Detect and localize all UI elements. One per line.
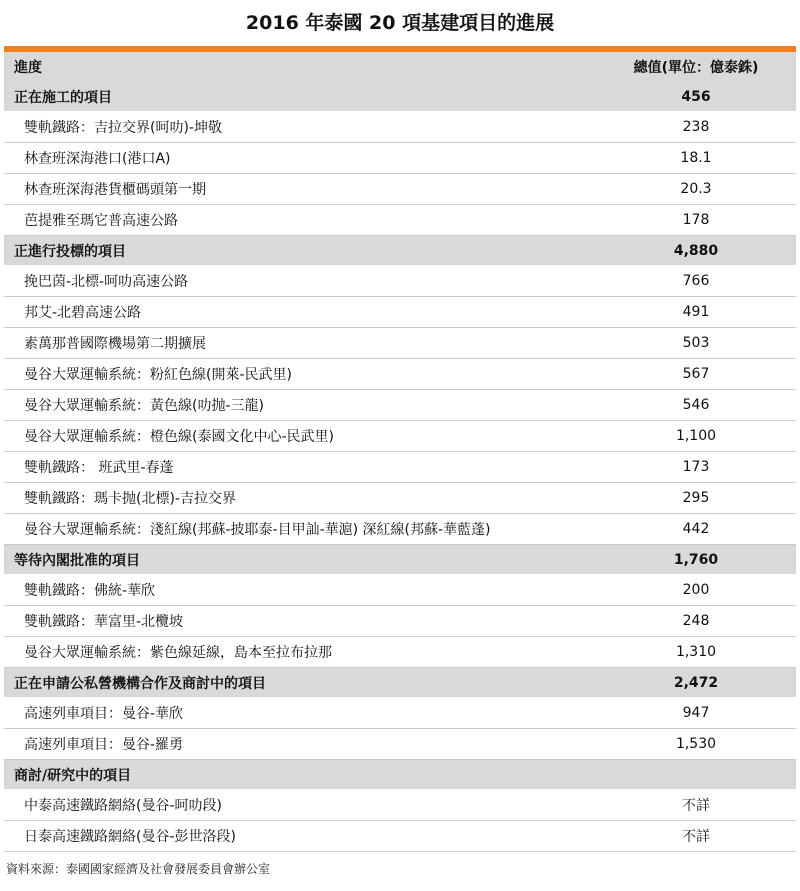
project-value: 503 (596, 328, 796, 359)
infrastructure-table (4, 52, 796, 852)
project-value: 766 (596, 266, 796, 297)
project-name: 邦艾-北碧高速公路 (4, 297, 596, 328)
project-value: 200 (596, 575, 796, 606)
category-row (4, 236, 796, 266)
table-row (4, 483, 796, 514)
table-row (4, 205, 796, 236)
table-row (4, 729, 796, 760)
table-row (4, 174, 796, 205)
table-row (4, 575, 796, 606)
project-name: 曼谷大眾運輸系統：黃色線(叻抛-三龍) (4, 390, 596, 421)
project-name: 日泰高速鐵路網絡(曼谷-彭世洛段) (4, 821, 596, 852)
category-name: 正進行投標的項目 (4, 236, 596, 266)
table-row (4, 359, 796, 390)
project-name: 雙軌鐵路：吉拉交界(呵叻)-坤敬 (4, 112, 596, 143)
page-title: 2016 年泰國 20 項基建項目的進展 (245, 12, 555, 34)
table-row (4, 637, 796, 668)
project-value: 295 (596, 483, 796, 514)
project-name: 曼谷大眾運輸系統：粉紅色線(開萊-民武里) (4, 359, 596, 390)
table-row (4, 112, 796, 143)
project-value: 不詳 (596, 790, 796, 821)
table-header-row (4, 52, 796, 82)
project-name: 林查班深海港口(港口A) (4, 143, 596, 174)
project-name: 高速列車項目：曼谷-羅勇 (4, 729, 596, 760)
category-name: 正在施工的項目 (4, 82, 596, 112)
project-value: 491 (596, 297, 796, 328)
category-row (4, 668, 796, 698)
category-name: 等待內閣批准的項目 (4, 545, 596, 575)
category-row (4, 82, 796, 112)
project-value: 18.1 (596, 143, 796, 174)
table-row (4, 390, 796, 421)
header-progress: 進度 (4, 52, 596, 82)
project-value: 1,100 (596, 421, 796, 452)
project-value: 20.3 (596, 174, 796, 205)
project-value: 1,310 (596, 637, 796, 668)
project-value: 173 (596, 452, 796, 483)
project-name: 雙軌鐵路：佛統-華欣 (4, 575, 596, 606)
project-value: 567 (596, 359, 796, 390)
project-name: 素萬那普國際機場第二期擴展 (4, 328, 596, 359)
table-row (4, 514, 796, 545)
category-row (4, 545, 796, 575)
project-name: 林查班深海港貨櫃碼頭第一期 (4, 174, 596, 205)
project-value: 178 (596, 205, 796, 236)
category-total: 2,472 (596, 668, 796, 698)
table-row (4, 606, 796, 637)
project-value: 不詳 (596, 821, 796, 852)
category-total: 4,880 (596, 236, 796, 266)
table-row (4, 821, 796, 852)
category-total: 1,760 (596, 545, 796, 575)
category-total (596, 760, 796, 790)
table-row (4, 328, 796, 359)
table-row (4, 297, 796, 328)
category-row (4, 760, 796, 790)
project-name: 曼谷大眾運輸系統：淺紅線(邦蘇-披耶泰-目甲訕-華滬) 深紅線(邦蘇-華藍蓬) (4, 514, 596, 545)
project-value: 442 (596, 514, 796, 545)
table-row (4, 698, 796, 729)
project-name: 雙軌鐵路： 班武里-春蓬 (4, 452, 596, 483)
project-value: 947 (596, 698, 796, 729)
project-name: 高速列車項目：曼谷-華欣 (4, 698, 596, 729)
project-name: 雙軌鐵路：瑪卡抛(北標)-吉拉交界 (4, 483, 596, 514)
project-name: 曼谷大眾運輸系統：紫色線延線，島本至拉布拉那 (4, 637, 596, 668)
table-row (4, 452, 796, 483)
project-value: 238 (596, 112, 796, 143)
project-value: 248 (596, 606, 796, 637)
project-name: 中泰高速鐵路網絡(曼谷-呵叻段) (4, 790, 596, 821)
project-value: 1,530 (596, 729, 796, 760)
table-row (4, 143, 796, 174)
project-name: 曼谷大眾運輸系統：橙色線(泰國文化中心-民武里) (4, 421, 596, 452)
category-total: 456 (596, 82, 796, 112)
header-value: 總值(單位：億泰銖) (596, 52, 796, 82)
category-name: 正在申請公私營機構合作及商討中的項目 (4, 668, 596, 698)
project-value: 546 (596, 390, 796, 421)
category-name: 商討/研究中的項目 (4, 760, 596, 790)
table-row (4, 266, 796, 297)
source-note: 資料來源：泰國國家經濟及社會發展委員會辦公室 (6, 862, 271, 876)
project-name: 雙軌鐵路：華富里-北欖坡 (4, 606, 596, 637)
project-name: 挽巴茵-北標-呵叻高速公路 (4, 266, 596, 297)
table-row (4, 790, 796, 821)
project-name: 芭提雅至瑪它普高速公路 (4, 205, 596, 236)
table-row (4, 421, 796, 452)
